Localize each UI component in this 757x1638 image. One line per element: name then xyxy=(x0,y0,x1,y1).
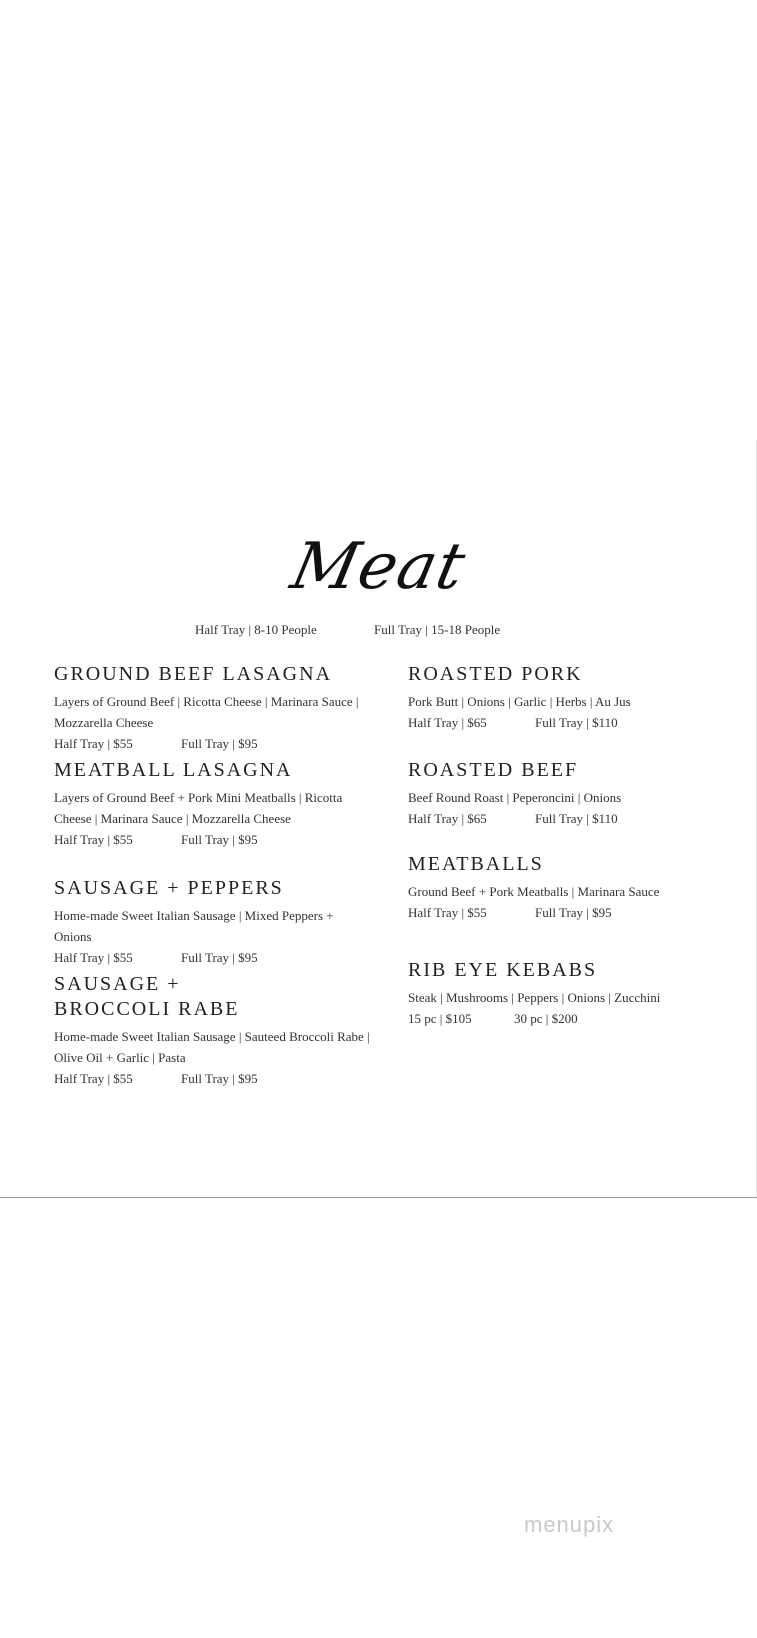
item-name: ROASTED PORK xyxy=(408,663,583,685)
menu-item-roasted-pork xyxy=(408,662,728,733)
full-tray-price: Full Tray | $95 xyxy=(181,950,258,965)
item-prices xyxy=(54,947,374,968)
page-title: Meat xyxy=(284,530,473,604)
menu-item-meatball-lasagna xyxy=(54,758,374,850)
item-prices xyxy=(408,902,728,923)
full-tray-price: Full Tray | $110 xyxy=(535,811,618,826)
item-prices xyxy=(408,1008,728,1029)
half-tray-price: Half Tray | $65 xyxy=(408,715,487,730)
item-description: Home-made Sweet Italian Sausage | Mixed Peppers + Onions xyxy=(54,908,334,944)
item-name: MEATBALL LASAGNA xyxy=(54,759,293,781)
half-tray-subtitle: Half Tray | 8-10 People xyxy=(195,622,317,637)
item-prices xyxy=(54,1068,374,1089)
half-tray-price: Half Tray | $65 xyxy=(408,811,487,826)
half-tray-price: 15 pc | $105 xyxy=(408,1011,472,1026)
watermark: menupix xyxy=(524,1512,615,1537)
item-name: GROUND BEEF LASAGNA xyxy=(54,663,333,685)
half-tray-price: Half Tray | $55 xyxy=(54,832,133,847)
half-tray-price: Half Tray | $55 xyxy=(54,736,133,751)
menu-item-sausage-peppers xyxy=(54,876,374,968)
item-description: Pork Butt | Onions | Garlic | Herbs | Au Jus xyxy=(408,694,631,709)
full-tray-price: 30 pc | $200 xyxy=(514,1011,578,1026)
menu-item-sausage-broccoli-rabe xyxy=(54,972,374,1089)
item-prices xyxy=(408,808,728,829)
menu-item-meatballs xyxy=(408,852,728,923)
item-prices xyxy=(408,712,728,733)
full-tray-price: Full Tray | $95 xyxy=(181,832,258,847)
half-tray-price: Half Tray | $55 xyxy=(408,905,487,920)
item-name: SAUSAGE + PEPPERS xyxy=(54,877,284,899)
menu-item-rib-eye-kebabs xyxy=(408,958,728,1029)
menu-card xyxy=(0,440,757,1198)
item-name: MEATBALLS xyxy=(408,853,544,875)
item-description: Ground Beef + Pork Meatballs | Marinara Sauce xyxy=(408,884,660,899)
item-description: Home-made Sweet Italian Sausage | Sauteed Broccoli Rabe | Olive Oil + Garlic | Pasta xyxy=(54,1029,370,1065)
item-prices xyxy=(54,733,374,754)
item-description: Steak | Mushrooms | Peppers | Onions | Zucchini xyxy=(408,990,661,1005)
full-tray-price: Full Tray | $110 xyxy=(535,715,618,730)
half-tray-price: Half Tray | $55 xyxy=(54,950,133,965)
full-tray-price: Full Tray | $95 xyxy=(181,736,258,751)
full-tray-price: Full Tray | $95 xyxy=(181,1071,258,1086)
item-description: Beef Round Roast | Peperoncini | Onions xyxy=(408,790,622,805)
item-name: SAUSAGE + BROCCOLI RABE xyxy=(54,973,240,1020)
item-name: RIB EYE KEBABS xyxy=(408,959,598,981)
menu-item-roasted-beef xyxy=(408,758,728,829)
menu-item-ground-beef-lasagna xyxy=(54,662,374,754)
full-tray-price: Full Tray | $95 xyxy=(535,905,612,920)
item-description: Layers of Ground Beef + Pork Mini Meatballs | Ricotta Cheese | Marinara Sauce | Mozzarella Cheese xyxy=(54,790,343,826)
item-description: Layers of Ground Beef | Ricotta Cheese | Marinara Sauce | Mozzarella Cheese xyxy=(54,694,359,730)
half-tray-price: Half Tray | $55 xyxy=(54,1071,133,1086)
item-prices xyxy=(54,829,374,850)
full-tray-subtitle: Full Tray | 15-18 People xyxy=(374,622,501,637)
item-name: ROASTED BEEF xyxy=(408,759,579,781)
